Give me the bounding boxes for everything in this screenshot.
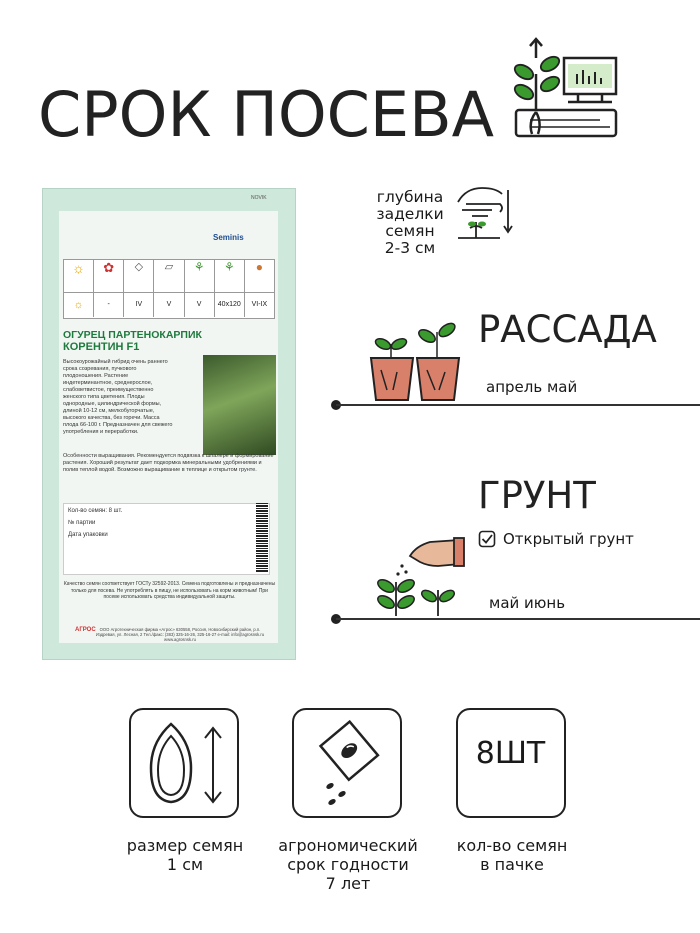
caption-line: агрономический [278,836,418,855]
depth-line: глубина [376,188,444,206]
ground-title: ГРУНТ [478,474,596,517]
batch-number: № партии [68,520,96,526]
seedling-chart-icon [510,34,622,140]
table-value: 40x120 [215,293,245,317]
timeline-line [336,404,700,406]
harvest-icon: ● [255,260,264,274]
hand-sowing-icon [452,182,516,248]
caption-line: срок годности [287,855,409,874]
depth-line: 2-3 см [384,239,436,257]
hand-planting-icon [372,528,468,620]
sun-small-icon: ☼ [64,293,94,317]
agros-logo: АГРОС [75,627,96,633]
seed-count-badge [456,708,566,818]
caption-line: 1 см [166,855,204,874]
caption-line: 7 лет [325,874,371,893]
table-value: IV [124,293,154,317]
page-title: СРОК ПОСЕВА [38,78,495,151]
packet-variety-name: КОРЕНТИН F1 [63,341,140,353]
seedling-pots-icon [365,318,465,404]
flower-icon: ✿ [94,260,124,292]
pack-date: Дата упаковки [68,532,108,538]
depth-line: семян [385,222,435,240]
timeline-line [336,618,700,620]
ground-months: май июнь [489,594,566,612]
seed-count-value: 8ШТ [475,736,546,771]
seed-size-icon [131,710,236,815]
table-value: - [94,293,124,317]
seed-count-caption [427,836,597,874]
packet-info-form [63,503,270,575]
barcode [256,503,268,573]
depth-line: заделки [376,205,444,223]
seedling-months: апрель май [486,378,578,396]
sun-icon: ☼ [64,260,94,292]
packet-quality-note: Качество семян соответствует ГОСТу 32592-2013. Семена подготовлены и предназначены только для посева. Не употреблять в пищу, не использовать на корм животным! При посеве использовать средства индивидуальной защиты. [63,581,276,600]
packet-features: Особенности выращивания. Рекомендуется подвязка к шпалере и формирование растения. Хороший результат дает подкормка минеральными удобрениями и полив теплой водой. Возможно выращивание в теплице и открытом грунте. [63,453,274,473]
packet-sow-icon: ▱ [154,260,184,292]
caption-line: размер семян [126,836,244,855]
packet-brand: Seminis [213,233,244,242]
seed-size-badge [129,708,239,818]
packet-address: ООО Агротехническая фирма «Агрос» 630558, Россия, Новосибирский район, р.п. Издревая, ул. Лесная, 2 Тел./факс: (383) 325-16-26, 325-16-27 e-mail: info@agrosnsk.ru www.agrosnsk.ru [95,627,265,642]
table-value: V [185,293,215,317]
shelf-life-caption [263,836,433,893]
sow-icon: ◇ [124,260,154,292]
checkbox-icon [478,530,496,548]
shelf-life-badge [292,708,402,818]
seed-count: Кол-во семян: 8 шт. [68,508,123,514]
cucumber-photo [203,355,276,455]
spacing-icon: ⚘ [215,260,245,292]
packet-description: Высокоурожайный гибрид очень раннего срока созревания, пучкового плодоношения. Растение индетерминантное, среднерослое, слабоветвистое, преимущественно женского типа цветения. Плоды однородные, цилиндрической формы, длиной 10-12 см, мелкобугорчатые, высокого качества, без горечи. Масса плода 66-100 г. Предназначен для свежего употребления и переработки. [63,359,173,435]
ground-type: Открытый грунт [503,530,634,548]
planting-depth [355,189,465,257]
caption-line: в пачке [480,855,544,874]
seedling-title: РАССАДА [478,308,657,351]
packet-title: ОГУРЕЦ ПАРТЕНОКАРПИК [63,329,202,341]
sprout-icon: ⚘ [185,260,215,292]
table-value: VI-IX [251,301,268,308]
table-value: V [154,293,184,317]
packet-novik: NOVIK [251,195,267,201]
seed-size-caption [100,836,270,874]
packet-icon-table [63,259,275,319]
seed-packet-image [42,188,296,660]
seed-packet-icon [294,710,399,815]
caption-line: кол-во семян [456,836,568,855]
